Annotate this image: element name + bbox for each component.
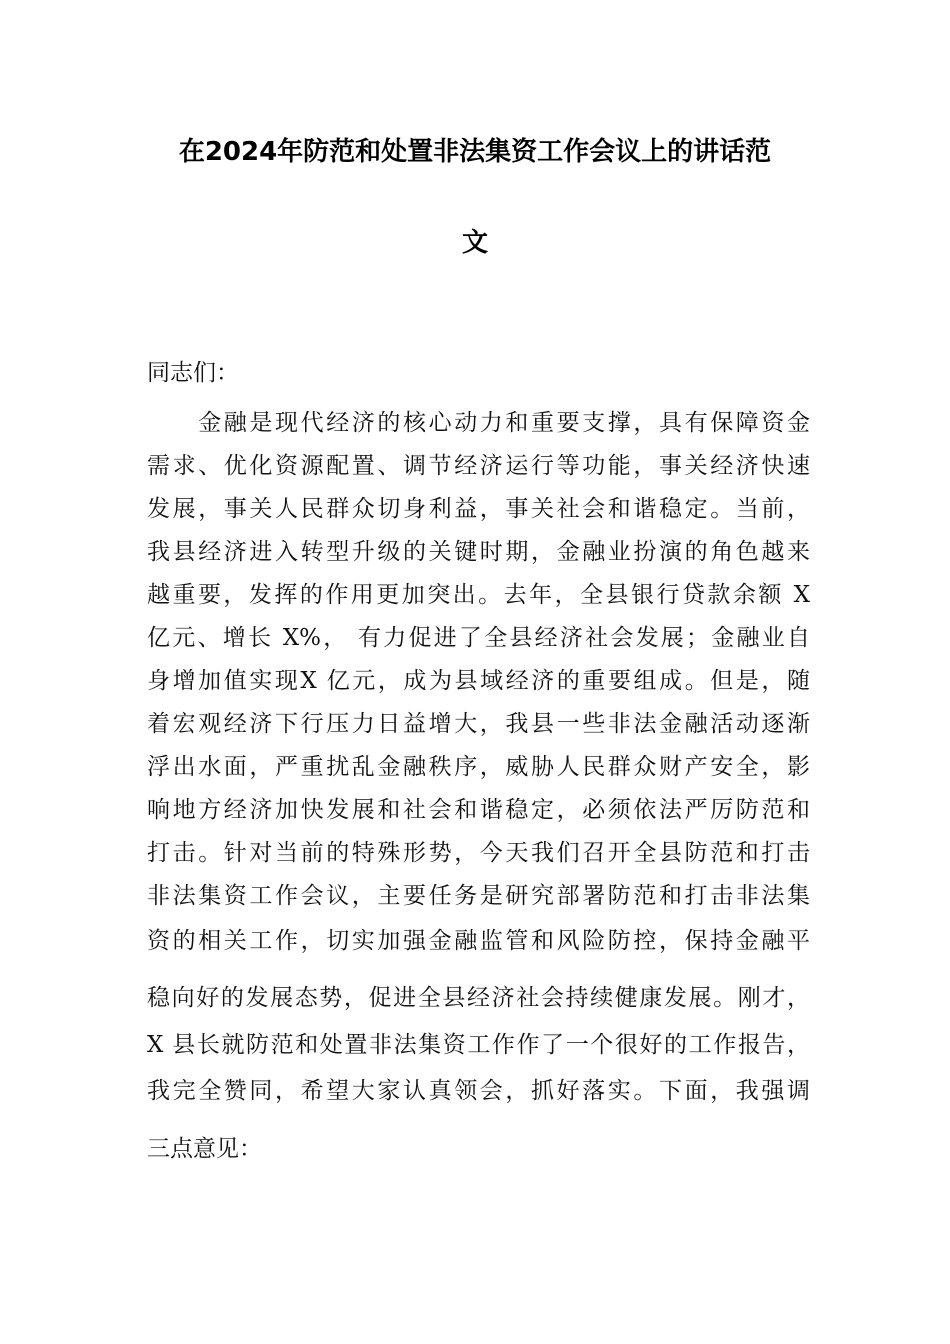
body-line: 资的相关工作，切实加强金融监管和风险防控，保持金融平 xyxy=(147,928,810,954)
body-line: 需求、优化资源配置、调节经济运行等功能，事关经济快速 xyxy=(147,453,810,479)
body-line: 响地方经济加快发展和社会和谐稳定，必须依法严厉防范和 xyxy=(147,797,810,823)
salutation: 同志们： xyxy=(147,360,239,386)
body-line: 浮出水面，严重扰乱金融秩序，威胁人民群众财产安全，影 xyxy=(147,754,810,780)
body-line: 金融是现代经济的核心动力和重要支撑，具有保障资金 xyxy=(147,410,810,436)
body-line: 打击。针对当前的特殊形势，今天我们召开全县防范和打击 xyxy=(147,840,810,866)
body-line: 我完全赞同，希望大家认真领会，抓好落实。下面，我强调 xyxy=(147,1078,810,1104)
body-line: 非法集资工作会议，主要任务是研究部署防范和打击非法集 xyxy=(147,883,810,909)
body-line: 着宏观经济下行压力日益增大，我县一些非法金融活动逐渐 xyxy=(147,711,810,737)
document-title-line-2: 文 xyxy=(461,228,488,258)
body-line: 发展，事关人民群众切身利益，事关社会和谐稳定。当前， xyxy=(147,496,810,522)
body-line: 身增加值实现X 亿元，成为县域经济的重要组成。但是，随 xyxy=(147,668,810,694)
body-line: 越重要，发挥的作用更加突出。去年，全县银行贷款余额 X xyxy=(147,582,810,608)
body-line: 稳向好的发展态势，促进全县经济社会持续健康发展。刚才， xyxy=(147,985,810,1011)
body-line: 三点意见： xyxy=(147,1136,262,1162)
body-line: 我县经济进入转型升级的关键时期，金融业扮演的角色越来 xyxy=(147,539,810,565)
document-title-line-1: 在2024年防范和处置非法集资工作会议上的讲话范 xyxy=(178,137,772,167)
body-line: 亿元、增长 X%， 有力促进了全县经济社会发展；金融业自 xyxy=(147,625,810,651)
body-line: X 县长就防范和处置非法集资工作作了一个很好的工作报告， xyxy=(147,1032,810,1058)
